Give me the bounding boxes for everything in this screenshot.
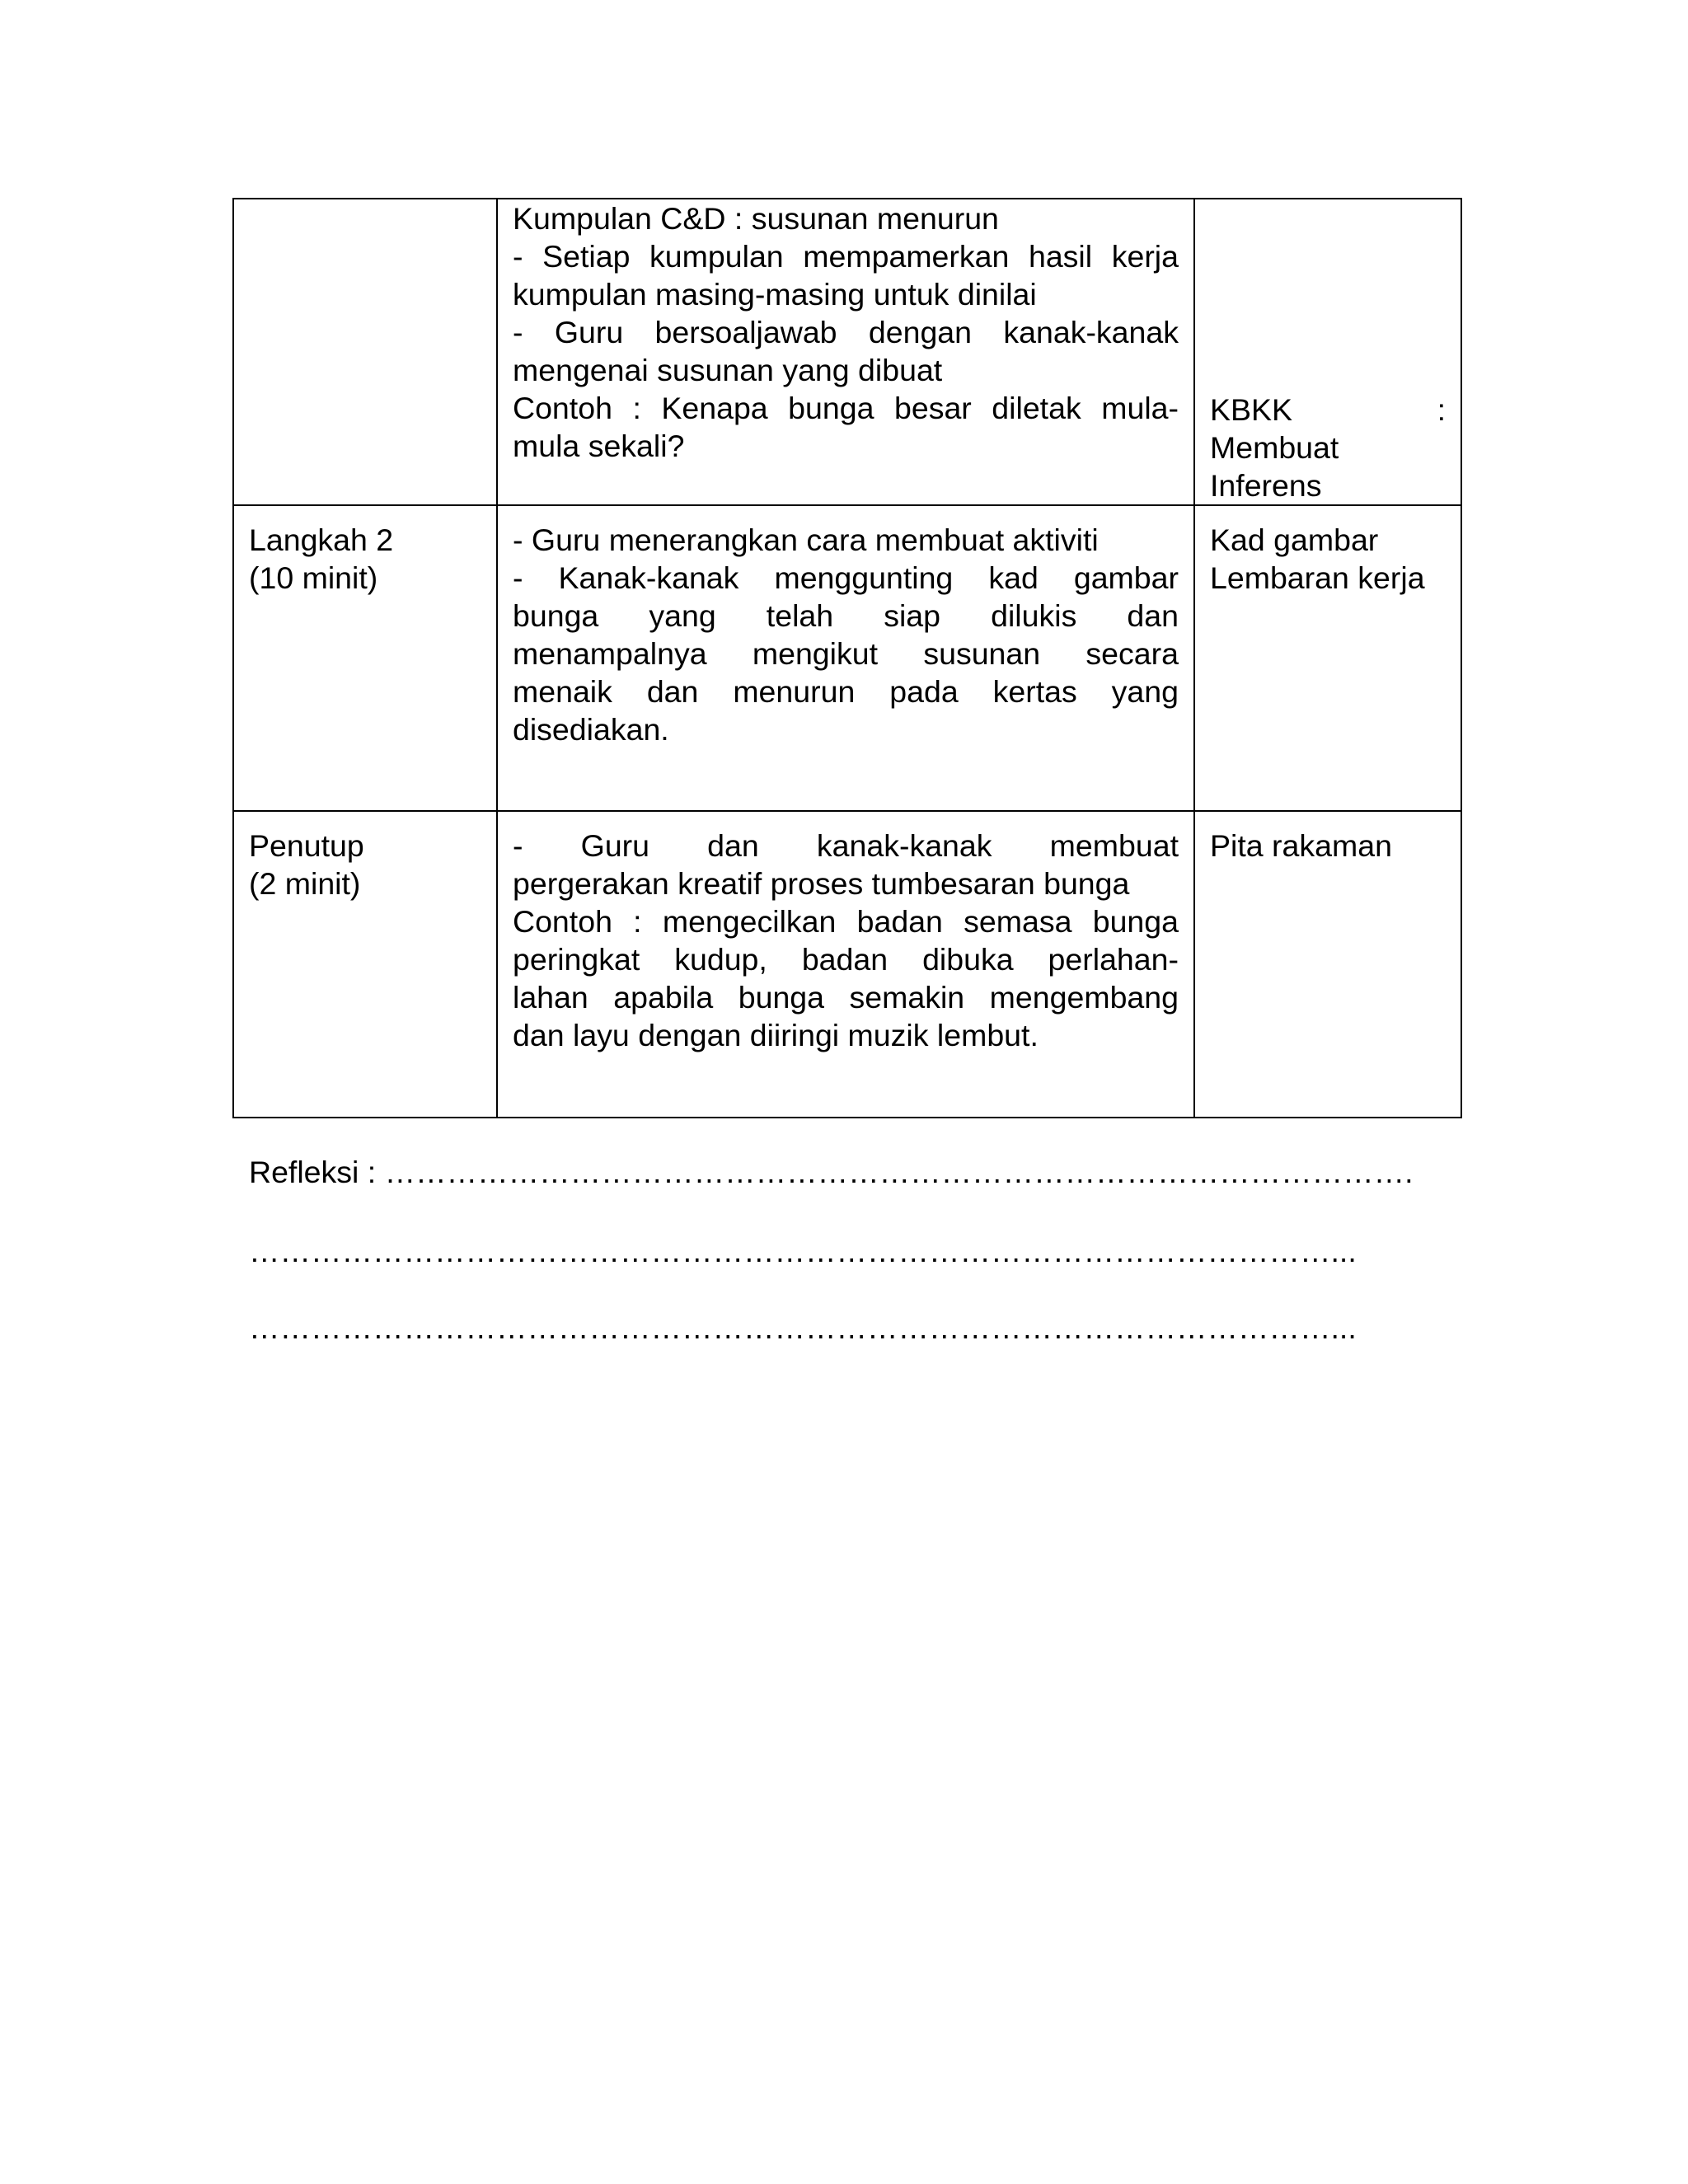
resources-cell: [1194, 199, 1461, 505]
step-duration: (2 minit): [249, 866, 361, 901]
table-row: [233, 199, 1461, 505]
activity-line: disediakan.: [513, 712, 669, 747]
resource-line: Kad gambar: [1210, 523, 1379, 557]
reflection-line-1: Refleksi : ……………………………………………………………………………………….: [249, 1155, 1414, 1189]
reflection-line-3: ……………………………………………………………………………………………...: [249, 1310, 1357, 1345]
activity-line: Contoh : Kenapa bunga besar diletak mula-: [513, 391, 1179, 425]
activity-line: menampalnya mengikut susunan secara: [513, 636, 1179, 671]
activity-line: mula sekali?: [513, 429, 685, 463]
step-duration: (10 minit): [249, 560, 378, 595]
activity-line: - Guru dan kanak-kanak membuat: [513, 828, 1179, 863]
reflection-line-2: ……………………………………………………………………………………………...: [249, 1234, 1357, 1268]
kbkk-line: [1210, 391, 1446, 429]
step-cell: [233, 811, 497, 1118]
resources-cell: [1194, 505, 1461, 811]
activity-line: - Kanak-kanak menggunting kad gambar: [513, 560, 1179, 595]
table-row: [233, 811, 1461, 1118]
step-label: Langkah 2: [249, 523, 394, 557]
activity-line: bunga yang telah siap dilukis dan: [513, 598, 1179, 633]
activity-line: kumpulan masing-masing untuk dinilai: [513, 277, 1037, 312]
resources-cell: [1194, 811, 1461, 1118]
activity-cell: [497, 505, 1194, 811]
activity-line: dan layu dengan diiringi muzik lembut.: [513, 1018, 1039, 1052]
table-row: [233, 505, 1461, 811]
resource-line: Pita rakaman: [1210, 828, 1392, 863]
resource-line: Inferens: [1210, 468, 1322, 503]
resource-line: Lembaran kerja: [1210, 560, 1425, 595]
step-cell: [233, 505, 497, 811]
step-label: Penutup: [249, 828, 364, 863]
activity-cell: [497, 199, 1194, 505]
activity-line: Kumpulan C&D : susunan menurun: [513, 201, 999, 236]
kbkk-label: KBKK: [1210, 392, 1293, 427]
step-cell: [233, 199, 497, 505]
activity-line: - Guru bersoaljawab dengan kanak-kanak: [513, 315, 1179, 349]
activity-line: menaik dan menurun pada kertas yang: [513, 674, 1179, 709]
activity-line: peringkat kudup, badan dibuka perlahan-: [513, 942, 1179, 977]
activity-line: lahan apabila bunga semakin mengembang: [513, 980, 1179, 1015]
activity-line: - Guru menerangkan cara membuat aktiviti: [513, 523, 1099, 557]
activity-line: - Setiap kumpulan mempamerkan hasil kerja: [513, 239, 1179, 274]
activity-line: Contoh : mengecilkan badan semasa bunga: [513, 904, 1179, 939]
lesson-plan-table: [232, 198, 1462, 1118]
activity-line: pergerakan kreatif proses tumbesaran bunga: [513, 866, 1130, 901]
activity-cell: [497, 811, 1194, 1118]
activity-line: mengenai susunan yang dibuat: [513, 353, 943, 387]
kbkk-colon: :: [1437, 392, 1446, 427]
resource-line: Membuat: [1210, 430, 1339, 465]
